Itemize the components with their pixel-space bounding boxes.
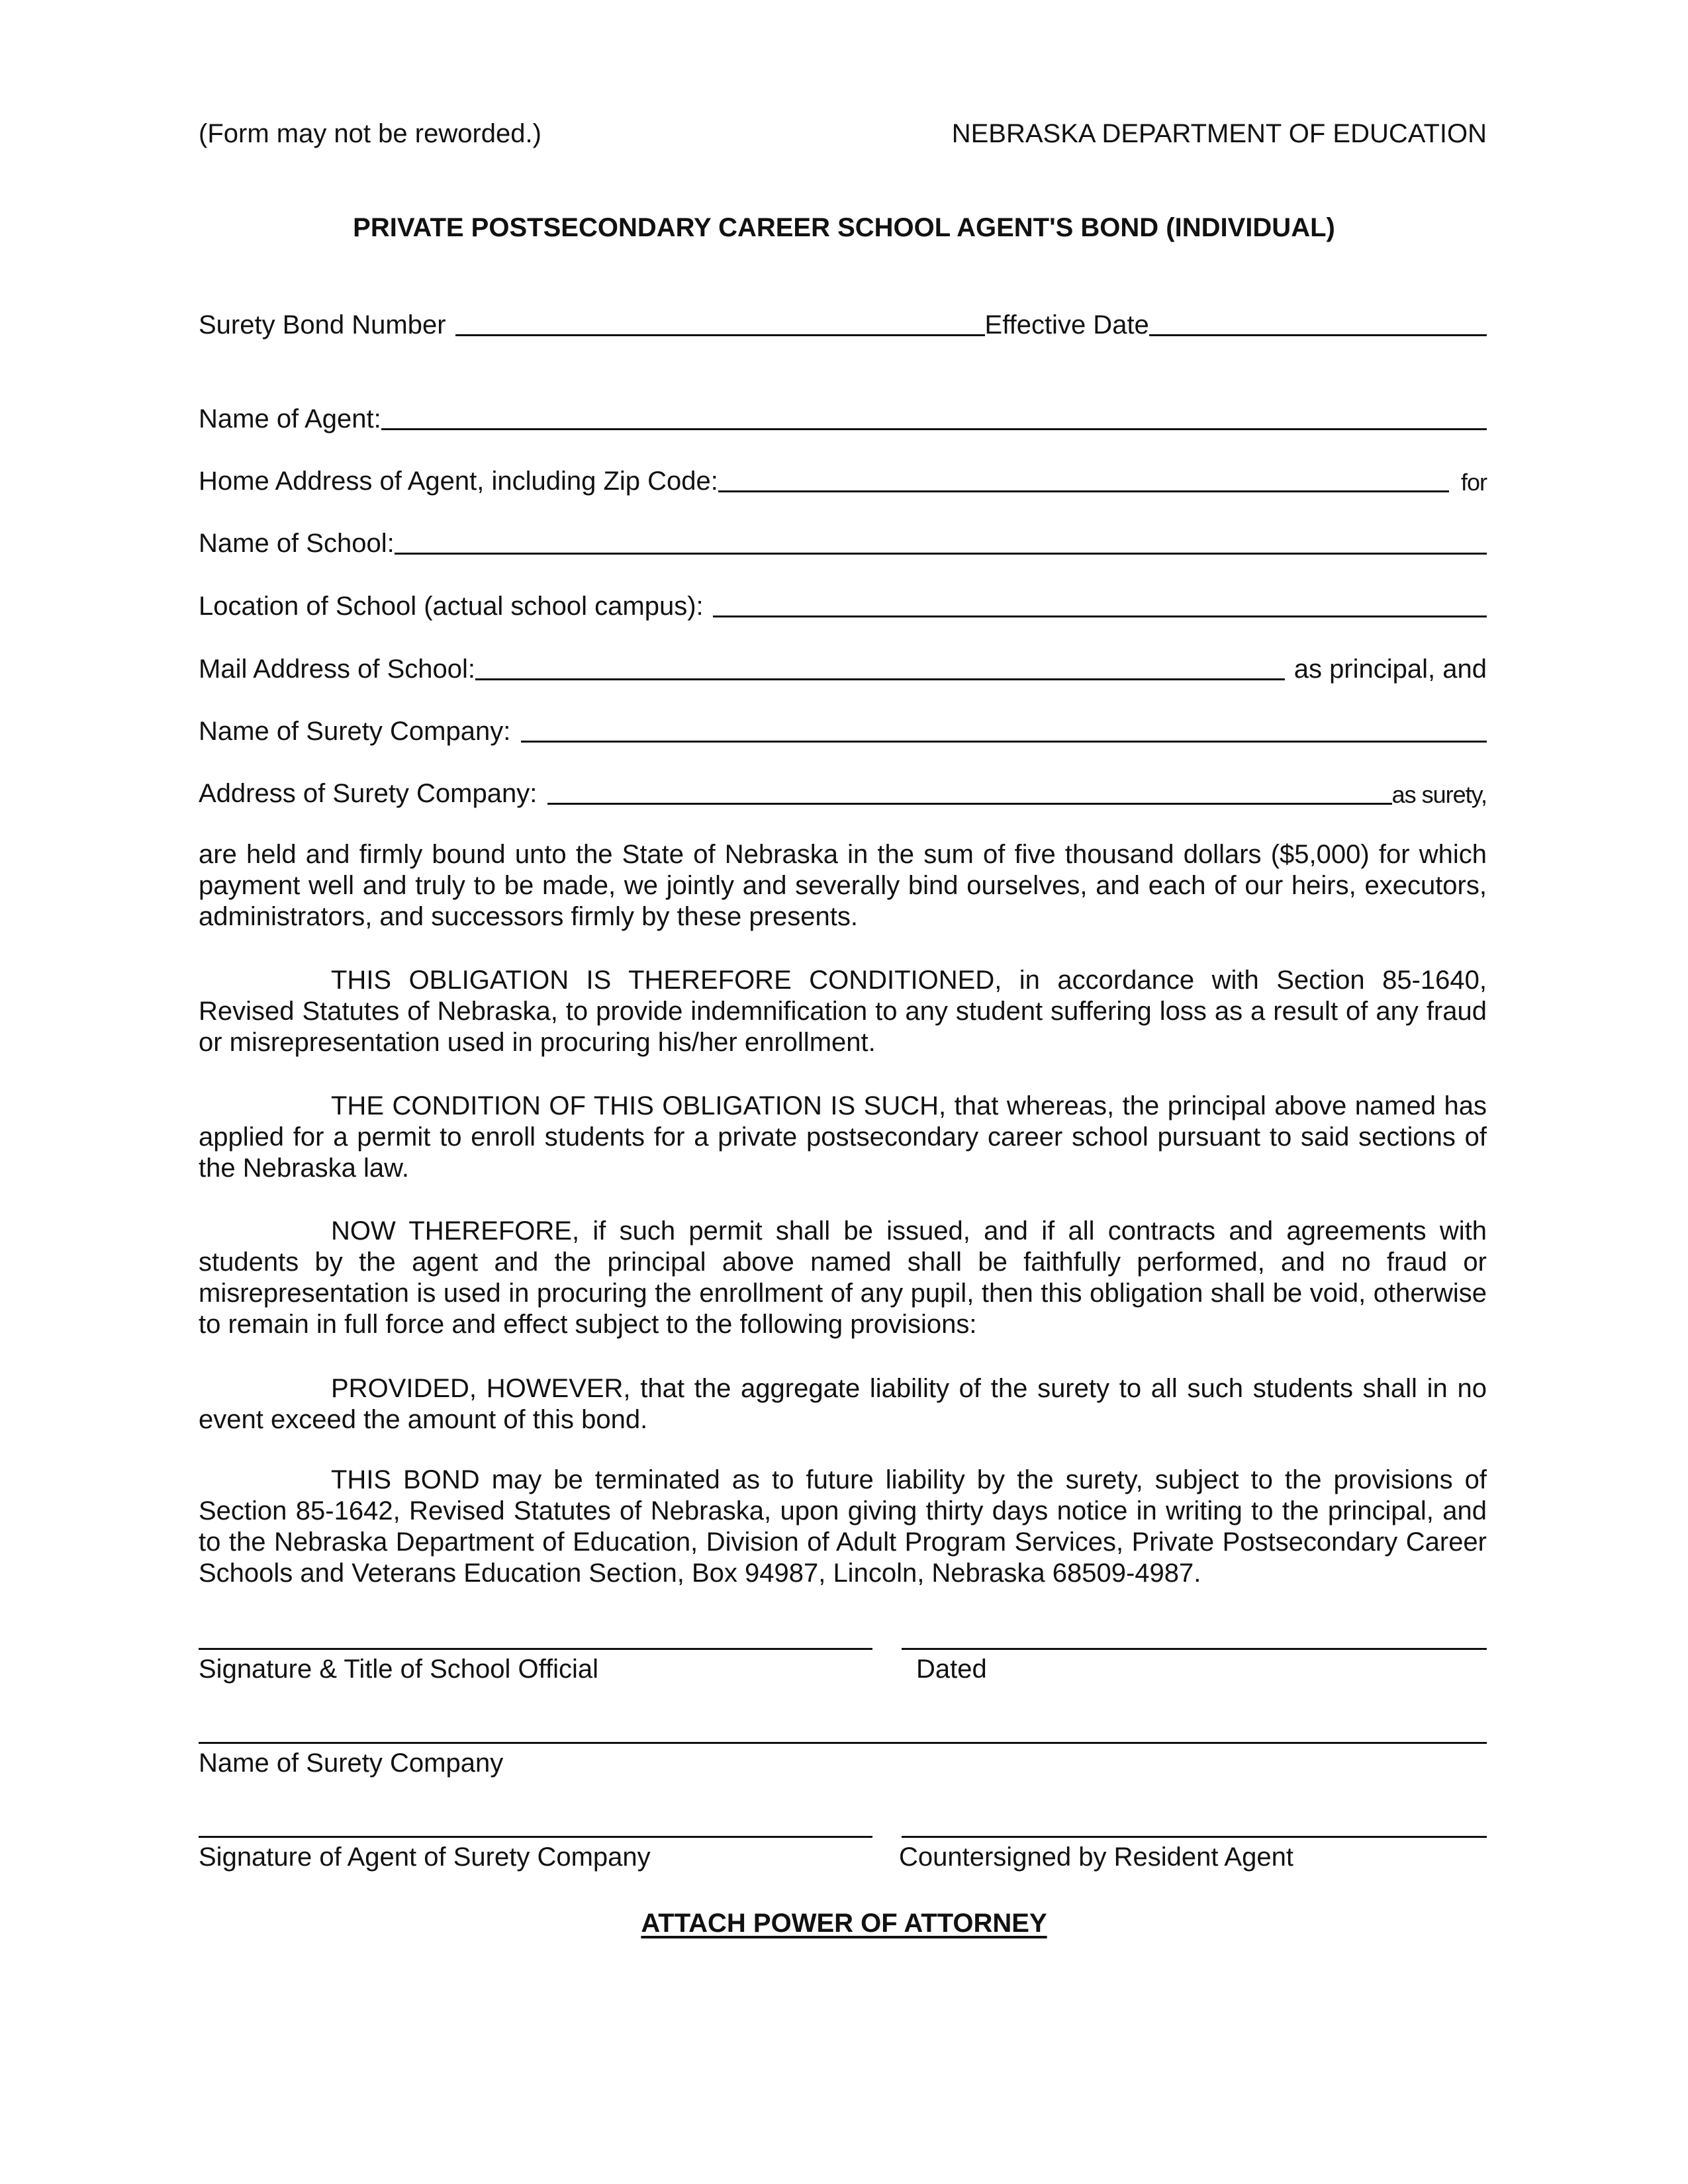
agent-name-row <box>199 400 1487 434</box>
department-name: NEBRASKA DEPARTMENT OF EDUCATION <box>951 119 1487 148</box>
agent-name-label: Name of Agent: <box>199 404 381 433</box>
school-mail-field[interactable] <box>475 652 1285 680</box>
school-official-label: Signature & Title of School Official <box>199 1655 599 1684</box>
agent-address-field[interactable] <box>718 464 1449 492</box>
resident-agent-signature-line[interactable] <box>902 1836 1487 1838</box>
agent-address-trail: for <box>1460 469 1487 496</box>
agent-address-row <box>199 462 1487 496</box>
school-mail-label: Mail Address of School: <box>199 655 475 684</box>
agent-address-label: Home Address of Agent, including Zip Code: <box>199 467 718 496</box>
school-name-field[interactable] <box>395 526 1487 555</box>
surety-address-field[interactable] <box>547 776 1391 805</box>
resident-agent-label: Countersigned by Resident Agent <box>899 1843 1293 1872</box>
surety-name-field[interactable] <box>521 714 1487 743</box>
form-title: PRIVATE POSTSECONDARY CAREER SCHOOL AGENT'S BOND (INDIVIDUAL) <box>353 213 1335 242</box>
surety-company-label: Name of Surety Company <box>199 1749 504 1778</box>
surety-address-row <box>199 774 1487 809</box>
attach-power-of-attorney <box>0 1909 1688 1938</box>
surety-company-line[interactable] <box>199 1742 1487 1744</box>
effective-date-label: Effective Date <box>984 310 1149 340</box>
school-mail-trail: as principal, and <box>1293 655 1487 684</box>
bond-number-field[interactable] <box>455 308 985 336</box>
paragraph-termination: THIS BOND may be terminated as to future liability by the surety, subject to the provisions of Section 85-1642, Revised Statutes of Nebraska, upon giving thirty days notice in writing to the principal, and to the Nebraska Department of Education, Division of Adult Program Services, Private Postsecondary Career Schools and Veterans Education Section, Box 94987, Lincoln, Nebraska 68509-4987. <box>199 1465 1487 1588</box>
paragraph-obligation: THIS OBLIGATION IS THEREFORE CONDITIONED, in accordance with Section 85-1640, Revised Statutes of Nebraska, to provide indemnification to any student suffering loss as a result of any fraud or misrepresentation used in procuring his/her enrollment. <box>199 966 1487 1057</box>
surety-address-label: Address of Surety Company: <box>199 779 538 808</box>
agent-name-field[interactable] <box>381 402 1487 430</box>
paragraph-provided: PROVIDED, HOWEVER, that the aggregate liability of the surety to all such students shall in no event exceed the amount of this bond. <box>199 1374 1487 1434</box>
surety-agent-signature-line[interactable] <box>199 1836 872 1838</box>
school-location-field[interactable] <box>713 589 1487 617</box>
paragraph-now-therefore: NOW THEREFORE, if such permit shall be issued, and if all contracts and agreements with students by the agent and the principal above named shall be faithfully performed, and no fraud or misrepresentation is used in procuring the enrollment of any pupil, then this obligation shall be void, otherwise to remain in full force and effect subject to the following provisions: <box>199 1216 1487 1339</box>
dated-label: Dated <box>916 1655 987 1684</box>
form-note: (Form may not be reworded.) <box>199 119 541 148</box>
attach-note-text: ATTACH POWER OF ATTORNEY <box>641 1909 1047 1938</box>
school-location-label: Location of School (actual school campus): <box>199 592 704 621</box>
school-name-label: Name of School: <box>199 529 395 558</box>
school-official-signature-line[interactable] <box>199 1648 872 1650</box>
school-name-row <box>199 524 1487 559</box>
school-mail-row <box>199 650 1487 684</box>
surety-agent-label: Signature of Agent of Surety Company <box>199 1843 651 1872</box>
paragraph-bound: are held and firmly bound unto the State of Nebraska in the sum of five thousand dollars ($5,000) for which payment well and truly to be made, we jointly and severally bind ourselves, and each of our heirs, executors, administrators, and successors firmly by these presents. <box>199 840 1487 931</box>
surety-address-trail: as surety, <box>1391 781 1487 808</box>
surety-name-label: Name of Surety Company: <box>199 717 511 746</box>
paragraph-condition: THE CONDITION OF THIS OBLIGATION IS SUCH, that whereas, the principal above named has applied for a permit to enroll students for a private postsecondary career school pursuant to said sections of the Nebraska law. <box>199 1091 1487 1183</box>
bond-number-row <box>199 306 1487 340</box>
dated-line[interactable] <box>902 1648 1487 1650</box>
effective-date-field[interactable] <box>1149 308 1487 336</box>
school-location-row <box>199 587 1487 621</box>
bond-number-label: Surety Bond Number <box>199 310 446 340</box>
surety-name-row <box>199 712 1487 747</box>
